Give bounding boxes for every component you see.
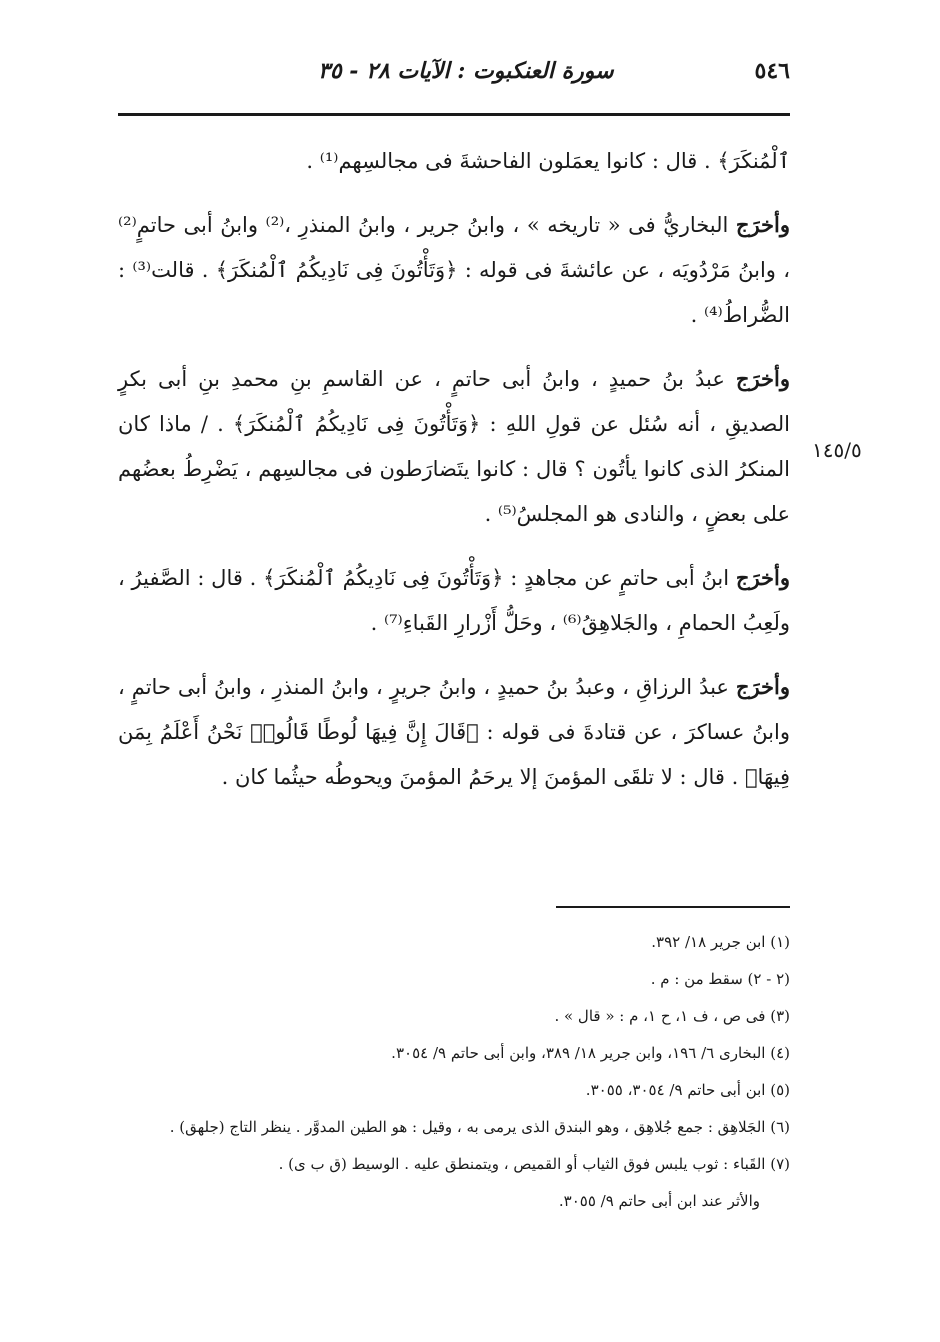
paragraph: [118, 138, 790, 184]
paragraph-lead: وأخرَج: [735, 565, 790, 590]
footnote: (٣) فى ص ، ف ١، ح ١، م : « قال » .: [554, 1007, 790, 1025]
footnote: (٢ - ٢) سقط من : م .: [650, 970, 790, 988]
margin-reference: ١٤٥/٥: [812, 438, 862, 462]
paragraph: [118, 202, 790, 338]
footnote-continuation: والأثر عند ابن أبى حاتم ٩/ ٣٠٥٥.: [558, 1192, 760, 1210]
paragraph-text: ٱلْمُنكَرَ﴾ . قال : كانوا يعمَلون الفاحشةَ فى مجالسِهم⁽¹⁾ .: [306, 149, 790, 173]
footnote: (٦) الجَلاهِق : جمع جُلاهِق ، وهو البندق الذى يرمى به ، وقيل : هو الطين المدوَّر . ينظر التاج (جلهق) .: [169, 1118, 790, 1136]
footnote-separator: [556, 906, 790, 908]
footnote: (٧) القَباء : ثوب يلبس فوق الثياب أو القميص ، ويتمنطق عليه . الوسيط (ق ب ى) .: [278, 1155, 790, 1173]
main-text: [118, 138, 790, 818]
paragraph: [118, 356, 790, 537]
footnote: (٥) ابن أبى حاتم ٩/ ٣٠٥٤، ٣٠٥٥.: [585, 1081, 790, 1099]
footnote: (١) ابن جرير ١٨/ ٣٩٢.: [651, 933, 790, 951]
page-header: [118, 58, 790, 98]
paragraph-text: البخاريُّ فى « تاريخه » ، وابنُ جرير ، وابنُ المنذرِ ،⁽²⁾ وابنُ أبى حاتمٍ⁽²⁾ ، وابنُ مَرْدُويَه ، عن عائشةَ فى قوله : ﴿وَتَأْتُونَ فِى نَادِيكُمُ ٱلْمُنكَرَ﴾ . قالت⁽³⁾ : الضُّراطُ⁽⁴⁾ .: [118, 213, 790, 327]
paragraph-lead: وأخرَج: [735, 674, 790, 699]
paragraph-text: عبدُ الرزاقِ ، وعبدُ بنُ حميدٍ ، وابنُ جريرٍ ، وابنُ المنذرِ ، وابنُ أبى حاتمٍ ، وابنُ عساكرَ ، عن قتادةَ فى قوله : ﴿قَالَ إِنَّ فِيهَا لُوطًا قَالُوا۟ نَحْنُ أَعْلَمُ بِمَن فِيهَا﴾ . قال : لا تلقَى المؤمنَ إلا يرحَمُ المؤمنَ ويحوطُه حيثُما كان .: [118, 675, 790, 789]
paragraph-text: عبدُ بنُ حميدٍ ، وابنُ أبى حاتمٍ ، عن القاسمِ بنِ محمدِ بنِ أبى بكرٍ الصديقِ ، أنه سُئل عن قولِ اللهِ : ﴿وَتَأْتُونَ فِى نَادِيكُمُ ٱلْمُنكَرَ﴾ . / ماذا كان المنكرُ الذى كانوا يأتُون ؟ قال : كانوا يتَضارَطون فى مجالسِهم ، يَضْرِطُ بعضُهم على بعضٍ ، والنادى هو المجلسُ⁽⁵⁾ .: [118, 367, 790, 526]
paragraph: [118, 555, 790, 646]
paragraph-lead: وأخرَج: [735, 366, 790, 391]
page-number: ٥٤٦: [754, 58, 790, 84]
running-title: سورة العنكبوت : الآيات ٢٨ - ٣٥: [318, 58, 614, 84]
paragraph: [118, 664, 790, 800]
footnotes: [118, 924, 790, 1220]
paragraph-text: ابنُ أبى حاتمٍ عن مجاهدٍ : ﴿وَتَأْتُونَ فِى نَادِيكُمُ ٱلْمُنكَرَ﴾ . قال : الصَّفيرُ ، ولَعِبُ الحمامِ ، والجَلاهِقُ⁽⁶⁾ ، وحَلُّ أَزْرارِ القَباءِ⁽⁷⁾ .: [118, 566, 790, 635]
paragraph-lead: وأخرَج: [735, 212, 790, 237]
header-rule: [118, 113, 790, 116]
footnote: (٤) البخارى ٦/ ١٩٦، وابن جرير ١٨/ ٣٨٩، وابن أبى حاتم ٩/ ٣٠٥٤.: [391, 1044, 790, 1062]
